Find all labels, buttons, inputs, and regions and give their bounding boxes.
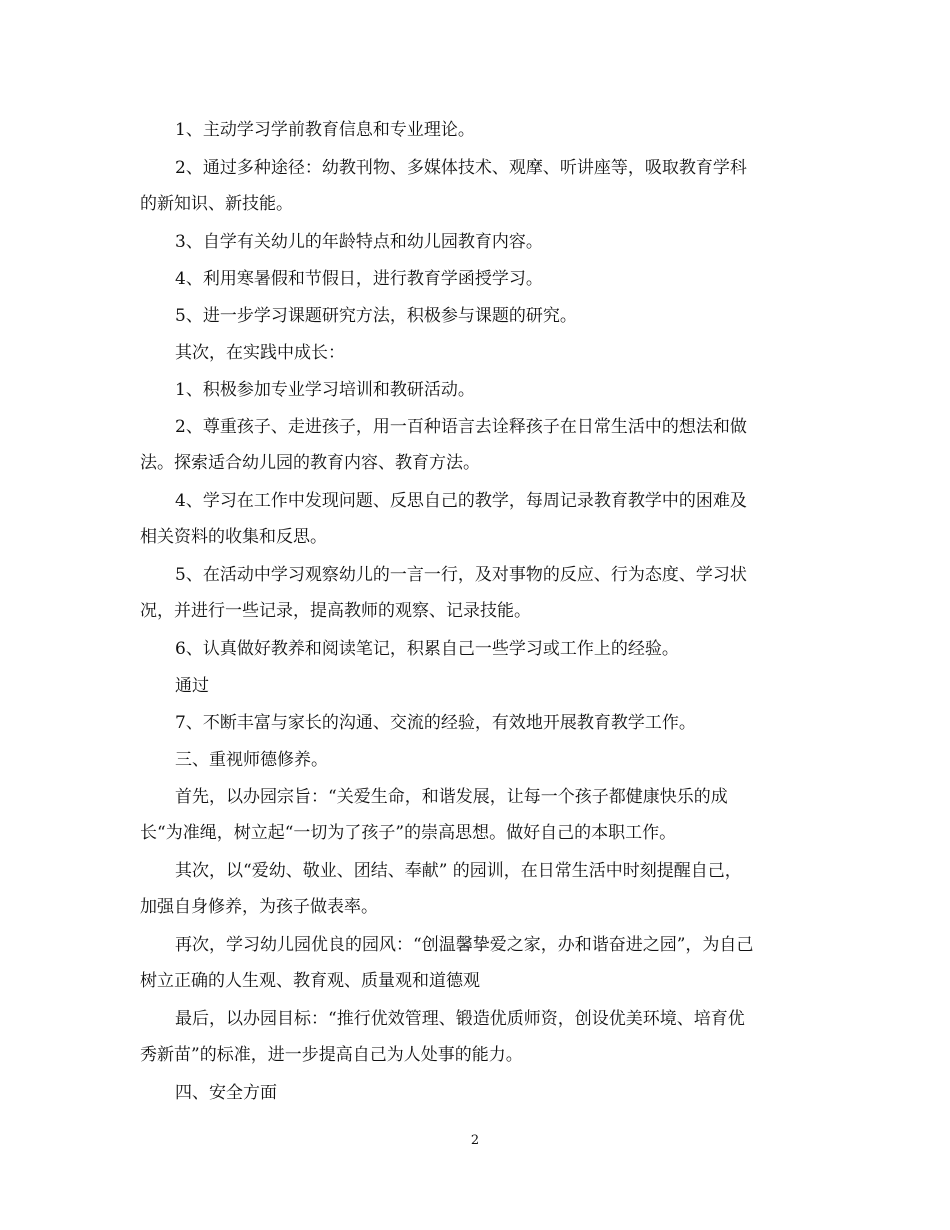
text-line: 5、进一步学习课题研究方法，积极参与课题的研究。 — [175, 306, 577, 326]
text-line: 1、积极参加专业学习培训和教研活动。 — [175, 380, 475, 400]
section-heading: 三、重视师德修养。 — [175, 750, 328, 770]
text-line: 5、在活动中学习观察幼儿的一言一行，及对事物的反应、行为态度、学习状 — [175, 565, 747, 585]
text-line: 加强自身修养，为孩子做表率。 — [140, 897, 378, 917]
text-line: 的新知识、新技能。 — [140, 194, 293, 214]
text-line: 4、利用寒暑假和节假日，进行教育学函授学习。 — [175, 269, 543, 289]
text-line: 6、认真做好教养和阅读笔记，积累自己一些学习或工作上的经验。 — [175, 639, 679, 659]
text-line: 其次，以“爱幼、敬业、团结、奉献” 的园训，在日常生活中时刻提醒自己， — [175, 861, 742, 881]
text-line: 7、不断丰富与家长的沟通、交流的经验，有效地开展教育教学工作。 — [175, 713, 696, 733]
text-line: 通过 — [175, 676, 209, 696]
text-line: 其次，在实践中成长： — [175, 343, 345, 363]
page-number: 2 — [470, 1133, 480, 1148]
text-line: 2、通过多种途径：幼教刊物、多媒体技术、观摩、听讲座等，吸取教育学科 — [175, 158, 747, 178]
text-line: 2、尊重孩子、走进孩子，用一百种语言去诠释孩子在日常生活中的想法和做 — [175, 417, 747, 437]
text-line: 1、主动学习学前教育信息和专业理论。 — [175, 120, 475, 140]
text-line: 况，并进行一些记录，提高教师的观察、记录技能。 — [140, 601, 531, 621]
text-line: 树立正确的人生观、教育观、质量观和道德观 — [140, 971, 480, 991]
text-line: 4、学习在工作中发现问题、反思自己的教学，每周记录教育教学中的困难及 — [175, 491, 747, 511]
text-line: 再次，学习幼儿园优良的园风：“创温馨挚爱之家，办和谐奋进之园”，为自己 — [175, 935, 754, 955]
text-line: 相关资料的收集和反思。 — [140, 527, 327, 547]
text-line: 法。探索适合幼儿园的教育内容、教育方法。 — [140, 453, 480, 473]
text-line: 最后，以办园目标：“推行优效管理、锻造优质师资，创设优美环境、培育优 — [175, 1009, 745, 1029]
section-heading: 四、安全方面 — [175, 1083, 277, 1103]
text-line: 长“为准绳，树立起“一切为了孩子”的崇高思想。做好自己的本职工作。 — [140, 823, 677, 843]
text-line: 3、自学有关幼儿的年龄特点和幼儿园教育内容。 — [175, 232, 543, 252]
text-line: 首先，以办园宗旨：“关爱生命，和谐发展，让每一个孩子都健康快乐的成 — [175, 787, 728, 807]
text-line: 秀新苗”的标准，进一步提高自己为人处事的能力。 — [140, 1045, 523, 1065]
